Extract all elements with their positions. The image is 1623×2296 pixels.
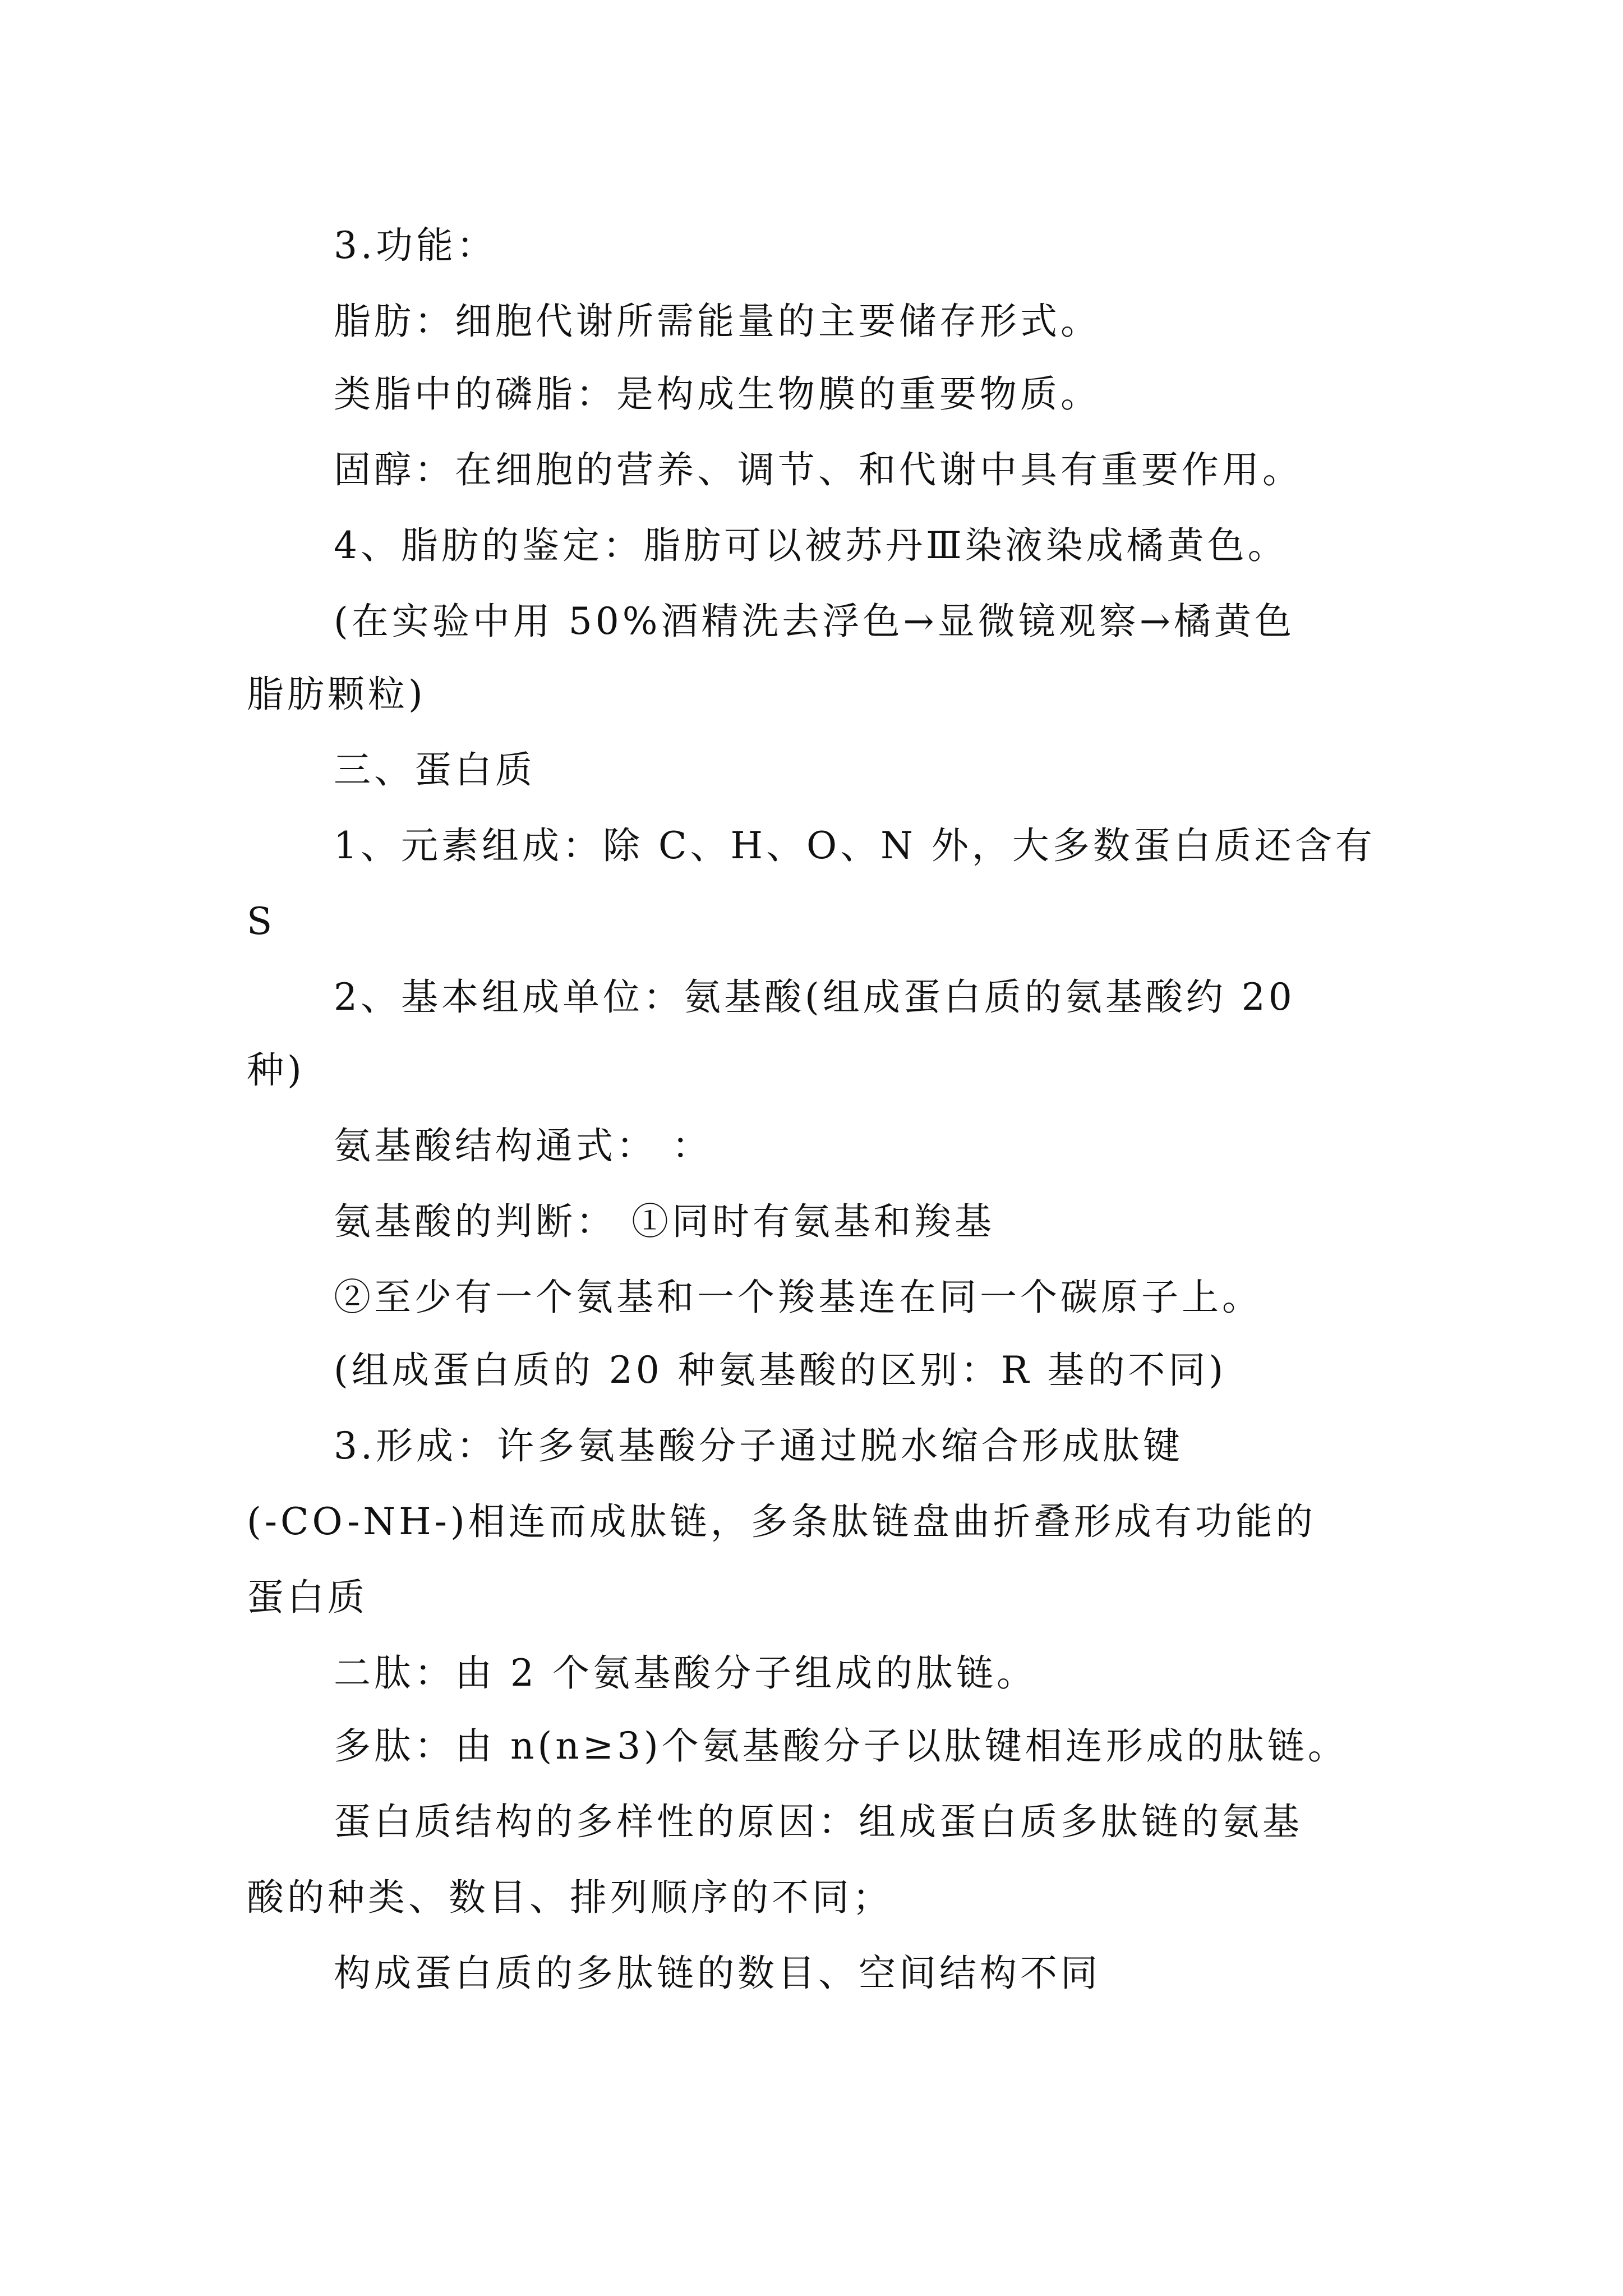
paragraph-polypeptide: 多肽：由 n(n≥3)个氨基酸分子以肽键相连形成的肽链。 (334, 1724, 1348, 1768)
paragraph-unit-cont: 种) (247, 1048, 305, 1092)
paragraph-sterol: 固醇：在细胞的营养、调节、和代谢中具有重要作用。 (334, 448, 1303, 491)
paragraph-formation: 3.形成：许多氨基酸分子通过脱水缩合形成肽键 (334, 1424, 1183, 1467)
paragraph-diversity-2: 构成蛋白质的多肽链的数目、空间结构不同 (334, 1952, 1101, 1995)
paragraph-fat: 脂肪：细胞代谢所需能量的主要储存形式。 (334, 300, 1101, 343)
paragraph-diversity-cont: 酸的种类、数目、排列顺序的不同； (247, 1876, 893, 1919)
paragraph-judgement: 氨基酸的判断： ①同时有氨基和羧基 (334, 1200, 995, 1243)
paragraph-experiment-cont: 脂肪颗粒) (247, 673, 426, 716)
section-heading-function: 3.功能： (334, 224, 497, 267)
paragraph-phospholipid: 类脂中的磷脂：是构成生物膜的重要物质。 (334, 372, 1101, 416)
paragraph-dipeptide: 二肽：由 2 个氨基酸分子组成的肽链。 (334, 1651, 1037, 1695)
paragraph-experiment: (在实验中用 50%酒精洗去浮色→显微镜观察→橘黄色 (334, 600, 1295, 643)
paragraph-elements-cont: S (247, 900, 276, 943)
paragraph-general-formula: 氨基酸结构通式： ： (334, 1124, 712, 1167)
paragraph-unit: 2、基本组成单位：氨基酸(组成蛋白质的氨基酸约 20 (334, 976, 1295, 1019)
paragraph-judgement-2: ②至少有一个氨基和一个羧基连在同一个碳原子上。 (334, 1276, 1262, 1319)
paragraph-elements: 1、元素组成：除 C、H、O、N 外，大多数蛋白质还含有 (334, 824, 1376, 867)
paragraph-formation-cont: (-CO-NH-)相连而成肽链，多条肽链盘曲折叠形成有功能的 (247, 1500, 1316, 1543)
section-heading-protein: 三、蛋白质 (334, 748, 536, 792)
paragraph-formation-cont-2: 蛋白质 (247, 1576, 368, 1619)
paragraph-diversity: 蛋白质结构的多样性的原因：组成蛋白质多肽链的氨基 (334, 1800, 1303, 1843)
paragraph-fat-test: 4、脂肪的鉴定：脂肪可以被苏丹Ⅲ染液染成橘黄色。 (334, 524, 1288, 567)
paragraph-difference: (组成蛋白质的 20 种氨基酸的区别：R 基的不同) (334, 1349, 1227, 1392)
